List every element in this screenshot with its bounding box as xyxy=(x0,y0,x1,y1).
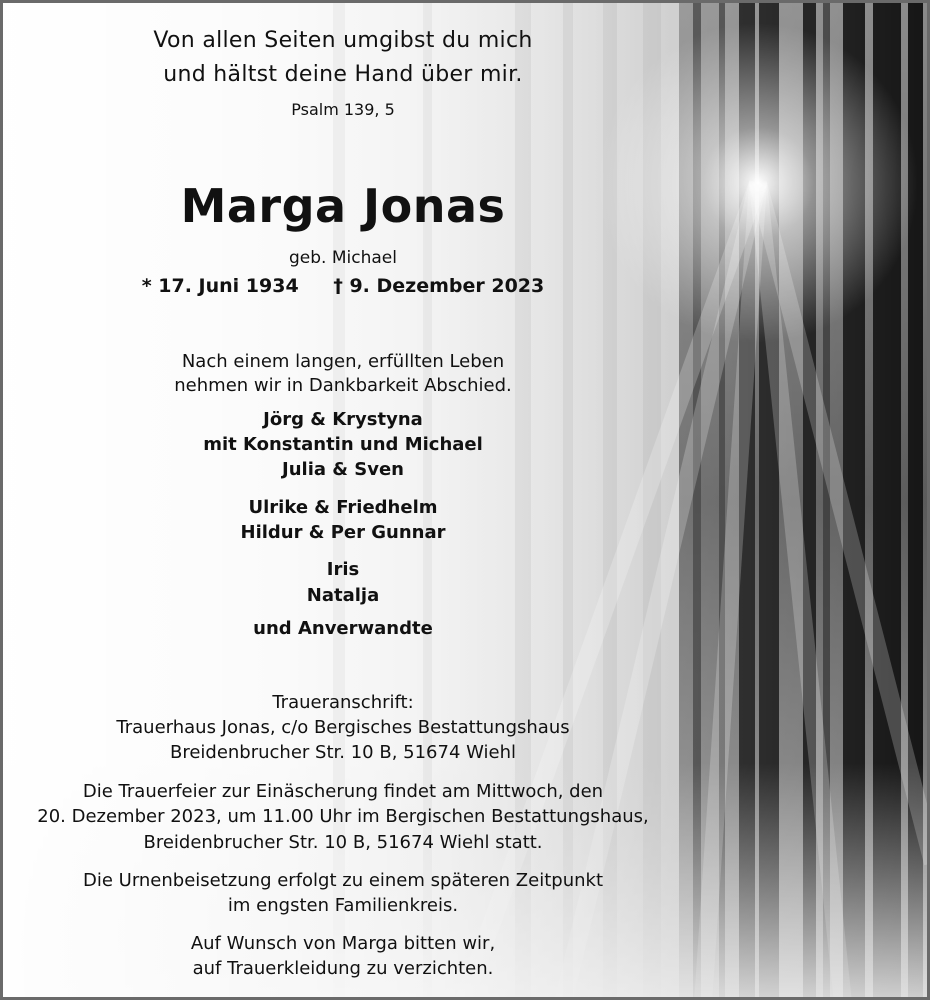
wish-line: Auf Wunsch von Marga bitten wir, xyxy=(190,933,496,954)
mourner-name: Julia & Sven xyxy=(282,459,404,480)
farewell-line: Nach einem langen, erfüllten Leben xyxy=(181,351,505,372)
ceremony-line: Die Trauerfeier zur Einäscherung findet am Mittwoch, den xyxy=(82,781,604,802)
address-line: Breidenbrucher Str. 10 B, 51674 Wiehl xyxy=(169,742,517,763)
life-dates xyxy=(3,275,683,297)
verse-line: Von allen Seiten umgibst du mich xyxy=(153,28,533,53)
verse-line: und hältst deine Hand über mir. xyxy=(163,62,523,87)
birth-name: geb. Michael xyxy=(289,248,397,268)
mourner-name: Jörg & Krystyna xyxy=(263,409,423,430)
farewell-line: nehmen wir in Dankbarkeit Abschied. xyxy=(174,375,512,396)
burial-line: im engsten Familienkreis. xyxy=(227,895,459,916)
deceased-name: Marga Jonas xyxy=(180,179,506,233)
mourner-name: Ulrike & Friedhelm xyxy=(248,497,438,518)
verse-source: Psalm 139, 5 xyxy=(291,100,395,119)
mourner-name: Hildur & Per Gunnar xyxy=(240,522,446,543)
ceremony-line: Breidenbrucher Str. 10 B, 51674 Wiehl statt. xyxy=(143,832,543,853)
ceremony-line: 20. Dezember 2023, um 11.00 Uhr im Bergischen Bestattungshaus, xyxy=(37,806,649,827)
notice-text xyxy=(3,3,683,1000)
wish-line: auf Trauerkleidung zu verzichten. xyxy=(192,958,494,979)
mourner-name: Natalja xyxy=(306,585,380,606)
mourner-name: Iris xyxy=(326,559,360,580)
mourner-name: und Anverwandte xyxy=(253,618,433,639)
burial-line: Die Urnenbeisetzung erfolgt zu einem späteren Zeitpunkt xyxy=(82,870,603,891)
death-date: † 9. Dezember 2023 xyxy=(333,275,545,297)
address-heading: Traueranschrift: xyxy=(272,692,414,713)
address-line: Trauerhaus Jonas, c/o Bergisches Bestattungshaus xyxy=(116,717,570,738)
birth-date: * 17. Juni 1934 xyxy=(141,275,299,297)
mourner-name: mit Konstantin und Michael xyxy=(203,434,483,455)
